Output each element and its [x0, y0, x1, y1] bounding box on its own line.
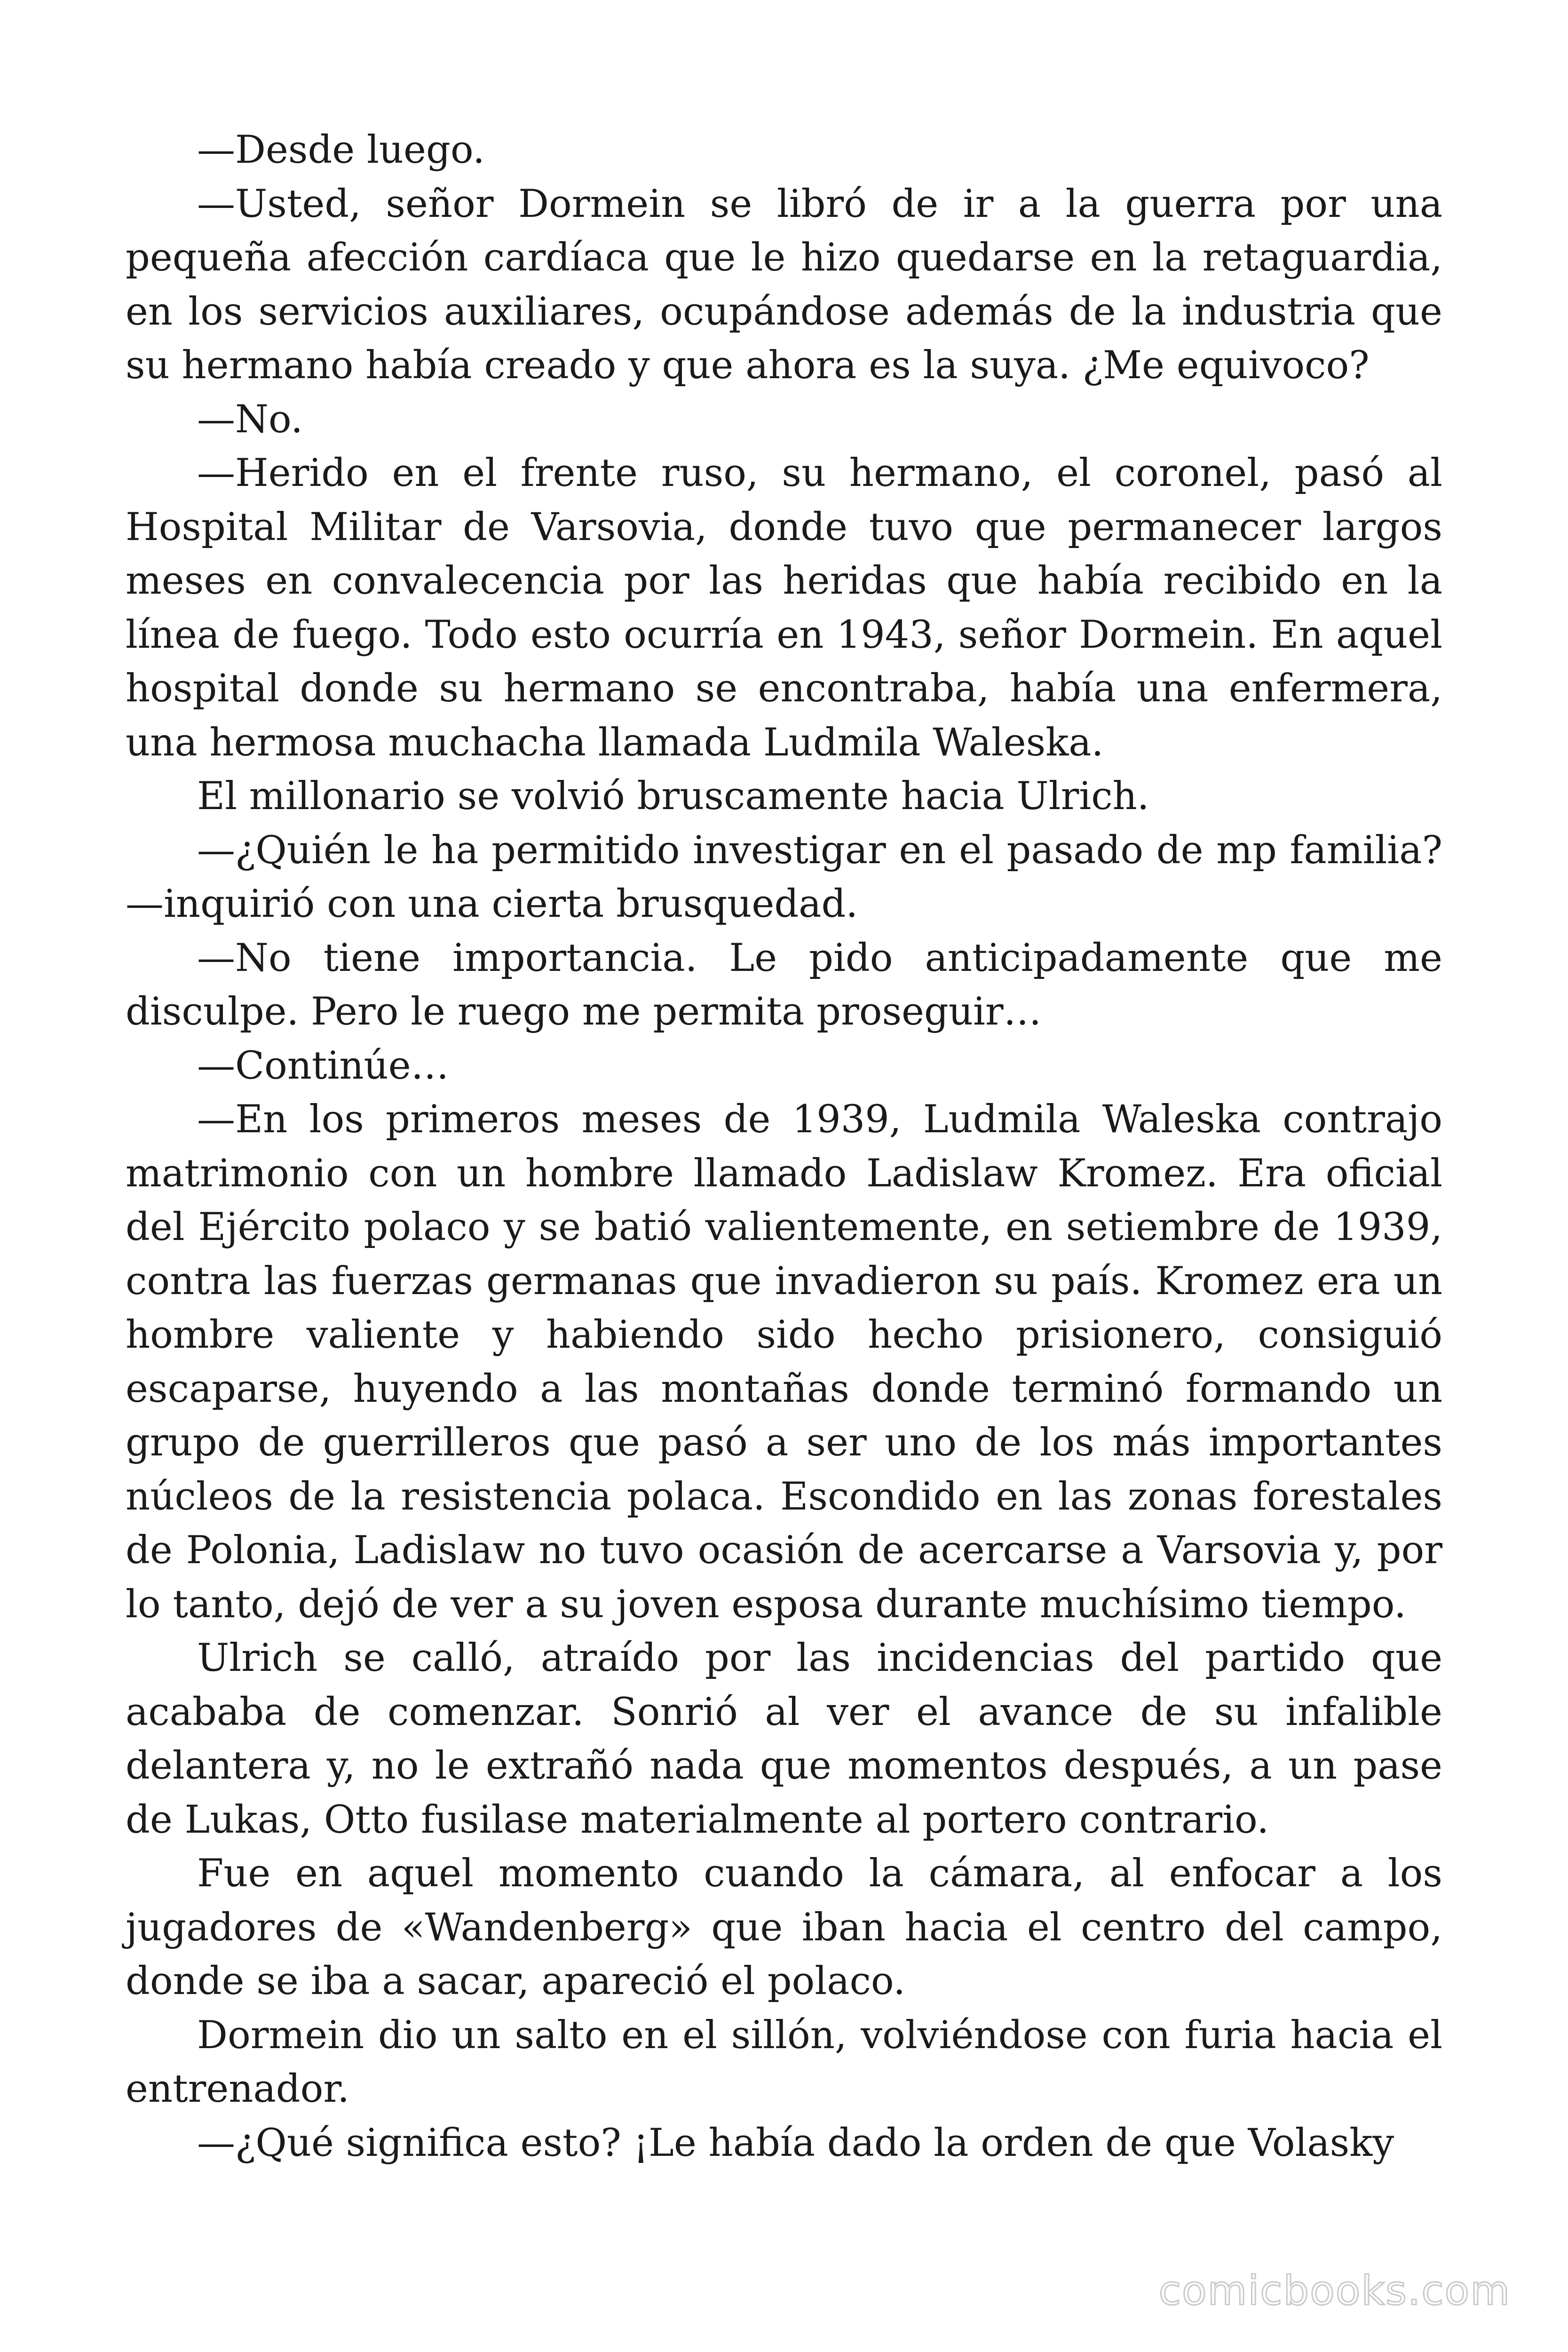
paragraph: Dormein dio un salto en el sillón, volviéndose con furia hacia el entrenador.: [126, 2013, 1442, 2111]
paragraph: —Continúe…: [197, 1043, 449, 1088]
paragraph: —No.: [197, 397, 303, 442]
paragraph: —Herido en el frente ruso, su hermano, el coronel, pasó al Hospital Militar de Varsovia, donde tuvo que permanecer largos meses en convalecencia por las heridas que había recibido en la línea de fuego. Todo esto ocurría en 1943, señor Dormein. En aquel hospital donde su hermano se encontraba, había una enfermera, una hermosa muchacha llamada Ludmila Waleska.: [126, 451, 1442, 765]
paragraph: Fue en aquel momento cuando la cámara, al enfocar a los jugadores de «Wandenberg» que iban hacia el centro del campo, donde se iba a sacar, apareció el polaco.: [126, 1851, 1442, 2003]
paragraph: —Usted, señor Dormein se libró de ir a la guerra por una pequeña afección cardíaca que le hizo quedarse en la retaguardia, en los servicios auxiliares, ocupándose además de la industria que su hermano había creado y que ahora es la suya. ¿Me equivoco?: [126, 182, 1442, 388]
watermark: comicbooks.com: [1158, 2267, 1511, 2314]
paragraph: —¿Qué significa esto? ¡Le había dado la orden de que Volasky: [197, 2121, 1394, 2165]
paragraph: —No tiene importancia. Le pido anticipadamente que me disculpe. Pero le ruego me permita proseguir…: [126, 936, 1442, 1034]
paragraph: —En los primeros meses de 1939, Ludmila Waleska contrajo matrimonio con un hombre llamado Ladislaw Kromez. Era oficial del Ejército polaco y se batió valientemente, en setiembre de 1939, contra las fuerzas germanas que invadieron su país. Kromez era un hombre valiente y habiendo sido hecho prisionero, consiguió escaparse, huyendo a las montañas donde terminó formando un grupo de guerrilleros que pasó a ser uno de los más importantes núcleos de la resistencia polaca. Escondido en las zonas forestales de Polonia, Ladislaw no tuvo ocasión de acercarse a Varsovia y, por lo tanto, dejó de ver a su joven esposa durante muchísimo tiempo.: [126, 1097, 1442, 1627]
paragraph: —Desde luego.: [197, 128, 485, 172]
paragraph: Ulrich se calló, atraído por las incidencias del partido que acababa de comenzar. Sonrió al ver el avance de su infalible delantera y, no le extrañó nada que momentos después, a un pase de Lukas, Otto fusilase materialmente al portero contrario.: [126, 1636, 1442, 1842]
paragraph: —¿Quién le ha permitido investigar en el pasado de mp familia? —inquirió con una cierta brusquedad.: [126, 828, 1442, 926]
body-text: [126, 123, 1442, 2170]
paragraph: El millonario se volvió bruscamente hacia Ulrich.: [197, 774, 1149, 818]
